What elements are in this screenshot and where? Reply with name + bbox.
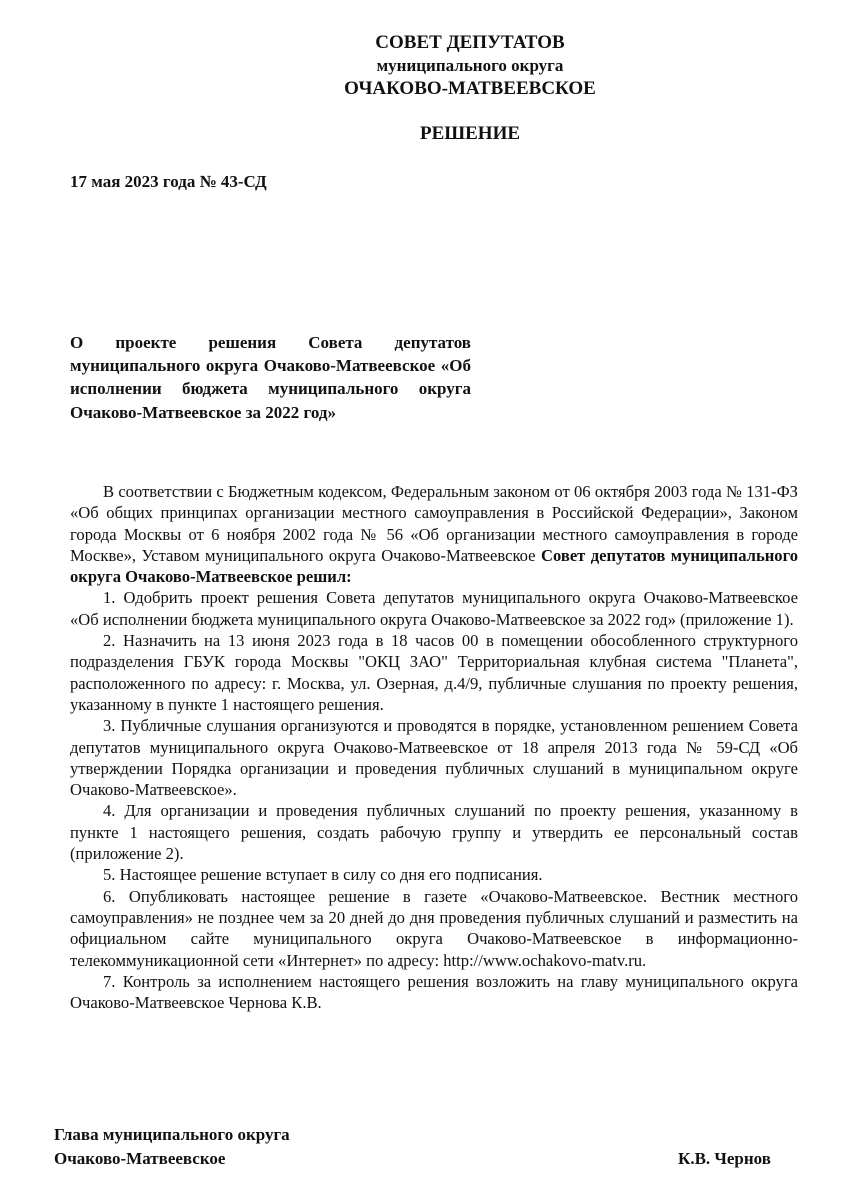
signatory-title-line2: Очаково-Матвеевское xyxy=(54,1149,226,1168)
decision-item-3: 3. Публичные слушания организуются и проводятся в порядке, установленном решением Совета депутатов муниципального округа Очаково-Матвеевское от 18 апреля 2013 года № 59-СД «Об утверждении Порядка организации и проведения публичных слушаний в муниципальном округе Очаково-Матвеевское». xyxy=(70,716,798,800)
district-name: ОЧАКОВО-МАТВЕЕВСКОЕ xyxy=(344,78,596,99)
decision-item-2: 2. Назначить на 13 июня 2023 года в 18 часов 00 в помещении обособленного структурного подразделения ГБУК города Москвы "ОКЦ ЗАО" Территориальная клубная система "Планета", расположенного по адресу: г. Москва, ул. Озерная, д.4/9, публичные слушания по проекту решения, указанному в пункте 1 настоящего решения. xyxy=(70,631,798,714)
signatory-name: К.В. Чернов xyxy=(678,1149,771,1168)
decision-item-6: 6. Опубликовать настоящее решение в газете «Очаково-Матвеевское. Вестник местного самоуправления» не позднее чем за 20 дней до дня проведения публичных слушаний и разместить на официальном сайте муниципального округа Очаково-Матвеевское в информационно-телекоммуникационной сети «Интернет» по адресу: http://www.ochakovo-matv.ru. xyxy=(70,886,798,970)
signatory-title xyxy=(54,1123,290,1171)
preamble-text: В соответствии с Бюджетным кодексом, Федеральным законом от 06 октября 2003 года № 131-ФЗ «Об общих принципах организации местного самоуправления в Российской Федерации», Законом города Москвы от 6 ноября 2002 года № 56 «Об организации местного самоуправления в городе Москве», Уставом муниципального округа Очаково-Матвеевское xyxy=(70,482,798,565)
signatory-title-line1: Глава муниципального округа xyxy=(54,1125,290,1144)
document-body xyxy=(70,481,798,1013)
decision-item-7: 7. Контроль за исполнением настоящего решения возложить на главу муниципального округа Очаково-Матвеевское Чернова К.В. xyxy=(70,971,798,1013)
preamble-paragraph xyxy=(70,481,798,587)
document-subject: О проекте решения Совета депутатов муниципального округа Очаково-Матвеевское «Об исполнении бюджета муниципального округа Очаково-Матвеевское за 2022 год» xyxy=(70,333,471,422)
council-title: СОВЕТ ДЕПУТАТОВ xyxy=(375,32,565,53)
council-subtitle: муниципального округа xyxy=(376,56,564,75)
decision-item-4: 4. Для организации и проведения публичных слушаний по проекту решения, указанному в пункте 1 настоящего решения, создать рабочую группу и утвердить ее персональный состав (приложение 2). xyxy=(70,801,798,864)
document-date-number: 17 мая 2023 года № 43-СД xyxy=(70,172,267,191)
decision-item-5: 5. Настоящее решение вступает в силу со дня его подписания. xyxy=(103,865,543,885)
decision-item-1: 1. Одобрить проект решения Совета депутатов муниципального округа Очаково-Матвеевское «Об исполнении бюджета муниципального округа Очаково-Матвеевское за 2022 год» (приложение 1). xyxy=(70,588,798,629)
preamble-resolution: Совет депутатов муниципального округа Очаково-Матвеевское решил: xyxy=(70,545,799,587)
document-type: РЕШЕНИЕ xyxy=(419,123,521,144)
